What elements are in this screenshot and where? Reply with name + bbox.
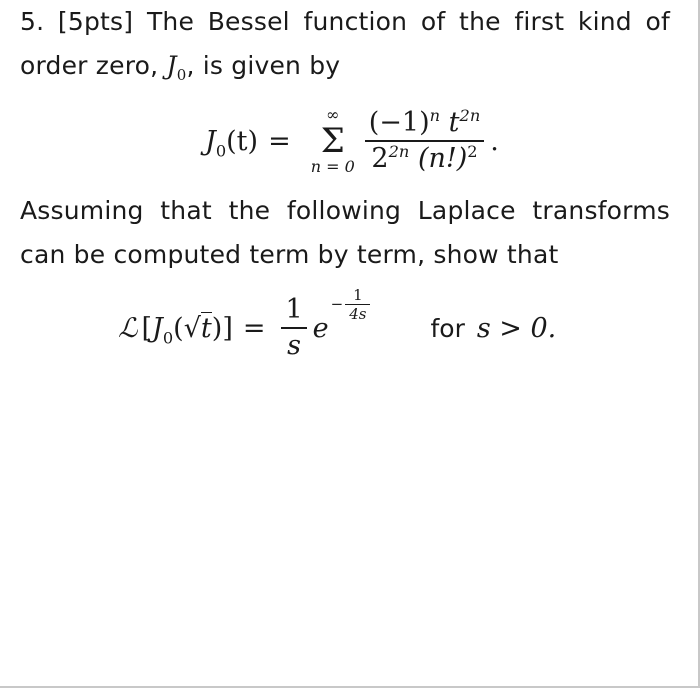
problem-assumption <box>20 189 670 277</box>
exponent-fraction <box>345 286 370 323</box>
eq1-equals: = <box>268 125 291 157</box>
bracket-open: [ <box>141 312 152 344</box>
paren-open: ( <box>173 312 184 344</box>
term-numerator: $(-1)^n$ $t^{2n}$ <box>368 106 481 139</box>
paren-close: ) <box>211 312 223 344</box>
one-over-s-fraction <box>281 293 306 363</box>
sqrt-symbol: √ <box>183 312 201 344</box>
problem-number: 5. [5pts] <box>20 7 134 36</box>
exponent <box>331 286 373 323</box>
exponent-denominator: 4s <box>349 304 367 323</box>
assume-line2: can be computed term by term, show that <box>20 240 559 269</box>
exponent-sign: − <box>330 295 344 313</box>
intro-line2-prefix: order zero, <box>20 51 159 80</box>
bessel-series-equation <box>205 98 499 184</box>
assume-line1: Assuming that the following Laplace transforms <box>20 196 670 225</box>
laplace-transform-equation <box>118 285 556 371</box>
sigma-symbol: Σ <box>320 121 345 161</box>
frac-numerator: 1 <box>285 294 303 326</box>
series-term-fraction <box>365 106 485 176</box>
summation <box>311 106 355 176</box>
j0-inline-symbol: $J_0$ <box>166 51 187 84</box>
intro-line1: The Bessel function of the first kind of <box>146 7 670 36</box>
frac-denominator: s <box>287 329 301 361</box>
sqrt-argument: t <box>200 313 212 344</box>
laplace-symbol: ℒ <box>118 312 138 344</box>
eq2-equals: = <box>242 312 266 344</box>
term-denominator: $2^{2n}$ $(n!)^2$ <box>371 141 478 174</box>
exponent-numerator: 1 <box>353 285 363 304</box>
condition-label: for <box>430 313 465 343</box>
sum-lower-limit: n = 0 <box>310 157 355 176</box>
eq1-lhs: $J_0(t)$ <box>205 125 259 160</box>
sum-upper-limit: ∞ <box>326 105 340 124</box>
exponential-e: e <box>312 312 329 344</box>
problem-intro <box>20 0 670 88</box>
eq1-period: . <box>490 125 499 157</box>
intro-line2-suffix: , is given by <box>186 51 341 80</box>
bracket-close: ] <box>222 312 233 344</box>
condition-math: s > 0. <box>476 312 557 344</box>
eq2-bessel: $J_0$ <box>152 312 174 347</box>
